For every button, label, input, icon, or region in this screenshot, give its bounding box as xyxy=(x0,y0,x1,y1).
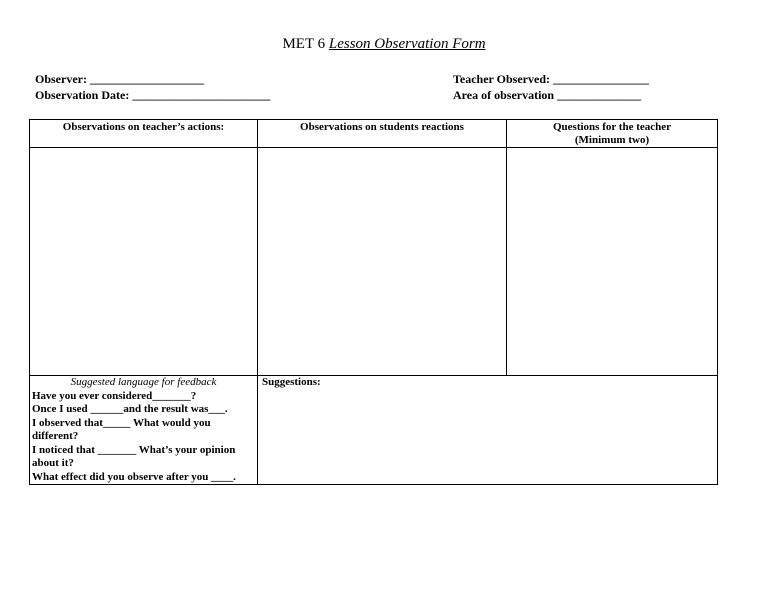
observation-date-field[interactable]: Observation Date: _______________________ xyxy=(35,88,271,102)
feedback-line: I noticed that _______ What’s your opinion about it? xyxy=(32,443,236,469)
observation-table xyxy=(29,119,718,485)
title-subtitle: Lesson Observation Form xyxy=(328,36,486,52)
student-reactions-header xyxy=(258,120,507,148)
suggestions-label: Suggestions: xyxy=(262,376,321,388)
observer-field[interactable]: Observer: ___________________ xyxy=(35,72,204,86)
feedback-line: I observed that_____ What would you different? xyxy=(32,416,211,442)
feedback-line: Have you ever considered_______? xyxy=(32,389,197,402)
teacher-questions-cell[interactable] xyxy=(507,148,718,376)
teacher-questions-header xyxy=(507,120,718,148)
teacher-actions-header xyxy=(30,120,258,148)
student-reactions-cell[interactable] xyxy=(258,148,507,376)
suggestions-cell[interactable] xyxy=(258,376,718,485)
teacher-questions-header-line2: (Minimum two) xyxy=(574,134,650,146)
feedback-language-cell xyxy=(30,376,258,485)
area-of-observation-field[interactable]: Area of observation ______________ xyxy=(453,88,642,102)
feedback-title: Suggested language for feedback xyxy=(70,376,217,388)
feedback-line: What effect did you observe after you ____. xyxy=(32,470,236,483)
title-prefix: MET 6 xyxy=(282,36,326,52)
form-title xyxy=(0,35,768,53)
teacher-actions-cell[interactable] xyxy=(30,148,258,376)
student-reactions-header-text: Observations on students reactions xyxy=(300,121,464,133)
teacher-observed-field[interactable]: Teacher Observed: ________________ xyxy=(453,72,649,86)
teacher-actions-header-text: Observations on teacher’s actions: xyxy=(62,121,225,133)
feedback-line: Once I used ______and the result was___. xyxy=(32,403,228,415)
teacher-questions-header-line1: Questions for the teacher xyxy=(552,121,672,133)
